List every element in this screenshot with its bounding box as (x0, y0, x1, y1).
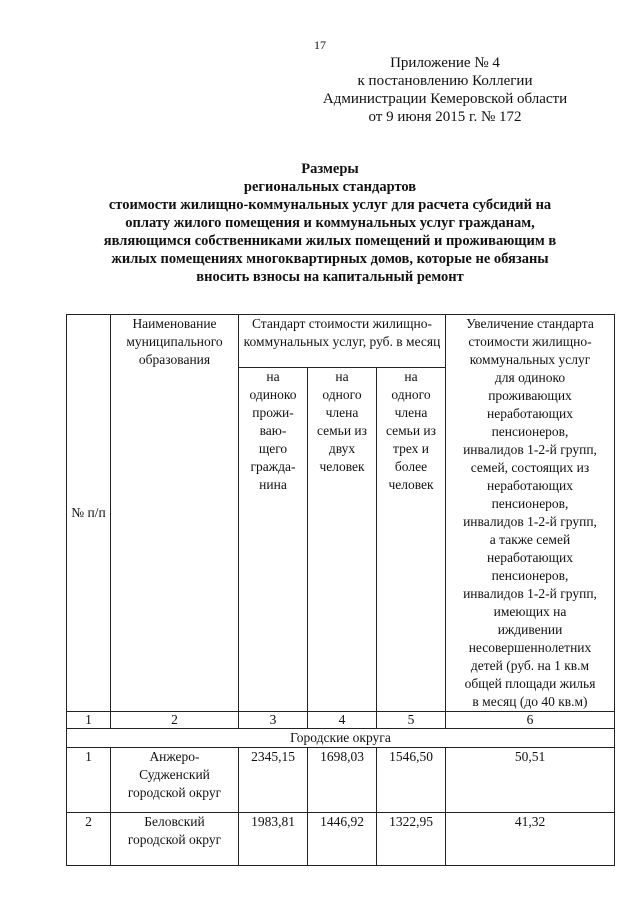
header-increase-line: имеющих на (493, 604, 567, 619)
column-number: 4 (308, 712, 377, 729)
table-row (67, 748, 615, 813)
row-two: 1446,92 (308, 813, 377, 866)
header-two-line: на (335, 369, 349, 384)
title-line: Размеры (301, 161, 359, 177)
header-increase-line: неработающих (487, 550, 573, 565)
header-increase-line: проживающих (488, 388, 572, 403)
row-name-line: городской округ (127, 832, 222, 847)
row-num: 2 (67, 813, 111, 866)
header-single-line: гражда- (250, 459, 296, 474)
header-three (377, 368, 446, 712)
header-increase-line: детей (руб. на 1 кв.м (470, 658, 590, 673)
header-single-line: прожи- (252, 405, 294, 420)
header-three-line: на (404, 369, 418, 384)
header-increase-line: для одиноко (494, 370, 566, 385)
row-increase: 50,51 (446, 748, 615, 813)
row-name (111, 748, 239, 813)
title-line: жилых помещениях многоквартирных домов, которые не обязаны (111, 251, 549, 267)
row-single: 1983,81 (239, 813, 308, 866)
header-single (239, 368, 308, 712)
header-three-line: члена (394, 405, 428, 420)
header-increase-line: иждивении (497, 622, 563, 637)
row-name-line: Судженский (139, 767, 210, 782)
header-increase-line: коммунальных услуг (469, 352, 591, 367)
column-number-row (67, 712, 615, 729)
appendix-line: к постановлению Коллегии (357, 73, 533, 89)
header-increase-line: инвалидов 1-2-й групп, (463, 514, 597, 529)
header-num: № п/п (67, 315, 111, 712)
header-increase-line: пенсионеров, (491, 424, 569, 439)
header-two-line: человек (319, 459, 365, 474)
header-two-line: семьи из (316, 423, 367, 438)
header-increase-line: в месяц (до 40 кв.м) (472, 694, 588, 709)
title-line: региональных стандартов (243, 179, 417, 195)
title-line: вносить взносы на капитальный ремонт (196, 269, 464, 285)
header-increase-line: неработающих (487, 478, 573, 493)
title-line: стоимости жилищно-коммунальных услуг для расчета субсидий на (108, 197, 552, 213)
header-increase-line: несовершеннолетних (468, 640, 592, 655)
header-single-line: щего (258, 441, 288, 456)
header-increase-line: общей площади жилья (464, 676, 596, 691)
header-single-line: нина (259, 477, 287, 492)
appendix-line: Приложение № 4 (390, 55, 500, 71)
header-increase-line: инвалидов 1-2-й групп, (463, 586, 597, 601)
header-single-line: одиноко (249, 387, 297, 402)
header-three-line: трех и (393, 441, 429, 456)
column-number: 6 (446, 712, 615, 729)
column-number: 3 (239, 712, 308, 729)
header-increase-line: пенсионеров, (491, 496, 569, 511)
header-three-line: человек (388, 477, 434, 492)
row-name-line: Анжеро- (149, 749, 200, 764)
header-name: Наименование муниципального образования (111, 315, 239, 712)
row-name-line: городской округ (127, 785, 222, 800)
section-title: Городские округа (67, 729, 615, 748)
row-three: 1546,50 (377, 748, 446, 813)
header-increase-line: а также семей (489, 532, 571, 547)
row-increase: 41,32 (446, 813, 615, 866)
header-increase-line: семей, состоящих из (470, 460, 590, 475)
header-single-line: ваю- (259, 423, 287, 438)
header-three-line: одного (391, 387, 431, 402)
section-row (67, 729, 615, 748)
table-row (67, 813, 615, 866)
appendix-header (270, 54, 620, 126)
title-line: являющимся собственниками жилых помещений и проживающим в (103, 233, 557, 249)
appendix-line: от 9 июня 2015 г. № 172 (368, 109, 522, 125)
row-three: 1322,95 (377, 813, 446, 866)
header-three-line: более (394, 459, 428, 474)
header-increase (446, 315, 615, 712)
header-two-line: одного (322, 387, 362, 402)
row-name (111, 813, 239, 866)
header-increase-line: пенсионеров, (491, 568, 569, 583)
header-two-line: члена (325, 405, 359, 420)
header-increase-line: стоимости жилищно- (468, 334, 592, 349)
document-title (40, 160, 620, 286)
header-three-line: семьи из (385, 423, 436, 438)
appendix-line: Администрации Кемеровской области (322, 91, 568, 107)
column-number: 5 (377, 712, 446, 729)
header-increase-line: Увеличение стандарта (466, 316, 594, 331)
header-two (308, 368, 377, 712)
row-num: 1 (67, 748, 111, 813)
title-line: оплату жилого помещения и коммунальных услуг гражданам, (125, 215, 535, 231)
standards-table (66, 314, 615, 866)
header-increase-line: неработающих (487, 406, 573, 421)
column-number: 1 (67, 712, 111, 729)
page-number: 17 (314, 38, 326, 52)
row-two: 1698,03 (308, 748, 377, 813)
header-single-line: на (266, 369, 280, 384)
header-two-line: двух (328, 441, 356, 456)
column-number: 2 (111, 712, 239, 729)
row-name-line: Беловский (144, 814, 205, 829)
header-standard: Стандарт стоимости жилищно-коммунальных услуг, руб. в месяц (239, 315, 446, 368)
row-single: 2345,15 (239, 748, 308, 813)
header-increase-line: инвалидов 1-2-й групп, (463, 442, 597, 457)
